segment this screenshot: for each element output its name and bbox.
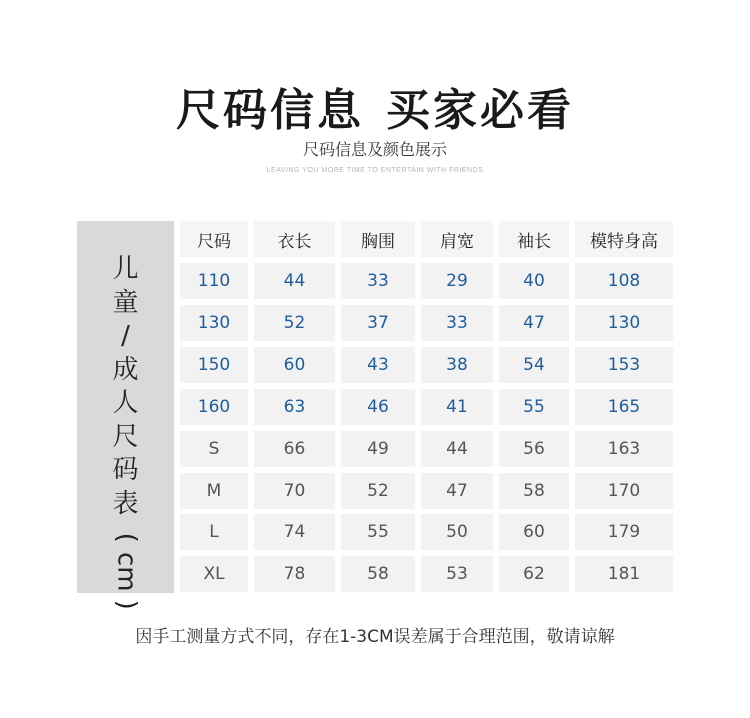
table-cell: 130 xyxy=(575,305,673,341)
table-cell: 52 xyxy=(341,473,415,509)
table-cell: 170 xyxy=(575,473,673,509)
table-cell: 153 xyxy=(575,347,673,383)
table-header-cell: 胸围 xyxy=(341,221,415,257)
side-label-char: 儿 xyxy=(112,254,139,284)
page-title-right: 买家必看 xyxy=(386,85,574,136)
table-cell: 163 xyxy=(575,431,673,467)
table-cell: 70 xyxy=(254,473,335,509)
table-cell: 55 xyxy=(499,389,569,425)
table-cell: 63 xyxy=(254,389,335,425)
side-label xyxy=(77,253,174,622)
table-cell: 165 xyxy=(575,389,673,425)
side-label-char: 成 xyxy=(112,354,139,385)
table-cell: 46 xyxy=(341,389,415,425)
table-cell: 29 xyxy=(421,263,493,299)
table-cell: 49 xyxy=(341,431,415,467)
table-cell: 179 xyxy=(575,514,673,550)
table-header-cell: 肩宽 xyxy=(421,221,493,257)
table-cell: 60 xyxy=(499,514,569,550)
side-label-char: 童 xyxy=(112,287,139,318)
side-label-char: cm xyxy=(111,551,142,592)
table-header-cell: 尺码 xyxy=(180,221,248,257)
table-cell: 52 xyxy=(254,305,335,341)
side-label-char: 尺 xyxy=(112,421,139,452)
table-cell: 38 xyxy=(421,347,493,383)
table-cell: 130 xyxy=(180,305,248,341)
table-cell: 50 xyxy=(421,514,493,550)
table-cell: 58 xyxy=(499,473,569,509)
table-cell: 40 xyxy=(499,263,569,299)
side-label-char: 表 xyxy=(112,488,139,519)
table-cell: 54 xyxy=(499,347,569,383)
table-cell: 41 xyxy=(421,389,493,425)
table-cell: 44 xyxy=(254,263,335,299)
page-title xyxy=(0,74,750,138)
page-title-left: 尺码信息 xyxy=(176,85,364,136)
table-cell: 66 xyxy=(254,431,335,467)
footnote: 因手工测量方式不同，存在1-3CM误差属于合理范围，敬请谅解 xyxy=(135,627,615,647)
table-cell: 108 xyxy=(575,263,673,299)
side-label-char: 码 xyxy=(112,455,139,485)
table-cell: 33 xyxy=(341,263,415,299)
table-cell: 160 xyxy=(180,389,248,425)
table-cell: M xyxy=(180,473,248,509)
table-cell: 56 xyxy=(499,431,569,467)
side-label-char: ) xyxy=(111,599,142,610)
table-cell: 47 xyxy=(421,473,493,509)
table-header-cell: 模特身高 xyxy=(575,221,673,257)
table-header-cell: 衣长 xyxy=(254,221,335,257)
table-cell: 44 xyxy=(421,431,493,467)
table-cell: 47 xyxy=(499,305,569,341)
table-cell: 55 xyxy=(341,514,415,550)
side-label-char: 人 xyxy=(112,388,139,418)
table-cell: 78 xyxy=(254,556,335,592)
subtitle: 尺码信息及颜色展示 xyxy=(302,140,447,159)
table-cell: 43 xyxy=(341,347,415,383)
table-cell: 33 xyxy=(421,305,493,341)
table-cell: 110 xyxy=(180,263,248,299)
table-header-cell: 袖长 xyxy=(499,221,569,257)
side-label-char: ( xyxy=(111,532,142,543)
table-cell: 60 xyxy=(254,347,335,383)
table-cell: S xyxy=(180,431,248,467)
table-cell: 58 xyxy=(341,556,415,592)
table-cell: L xyxy=(180,514,248,550)
table-cell: 150 xyxy=(180,347,248,383)
english-caption: LEAVING YOU MORE TIME TO ENTERTAIN WITH FRIENDS xyxy=(266,167,484,174)
table-cell: 53 xyxy=(421,556,493,592)
table-cell: XL xyxy=(180,556,248,592)
table-cell: 62 xyxy=(499,556,569,592)
side-label-panel xyxy=(77,221,174,610)
table-cell: 181 xyxy=(575,556,673,592)
table-cell: 74 xyxy=(254,514,335,550)
table-cell: 37 xyxy=(341,305,415,341)
side-label-char: / xyxy=(121,321,130,351)
